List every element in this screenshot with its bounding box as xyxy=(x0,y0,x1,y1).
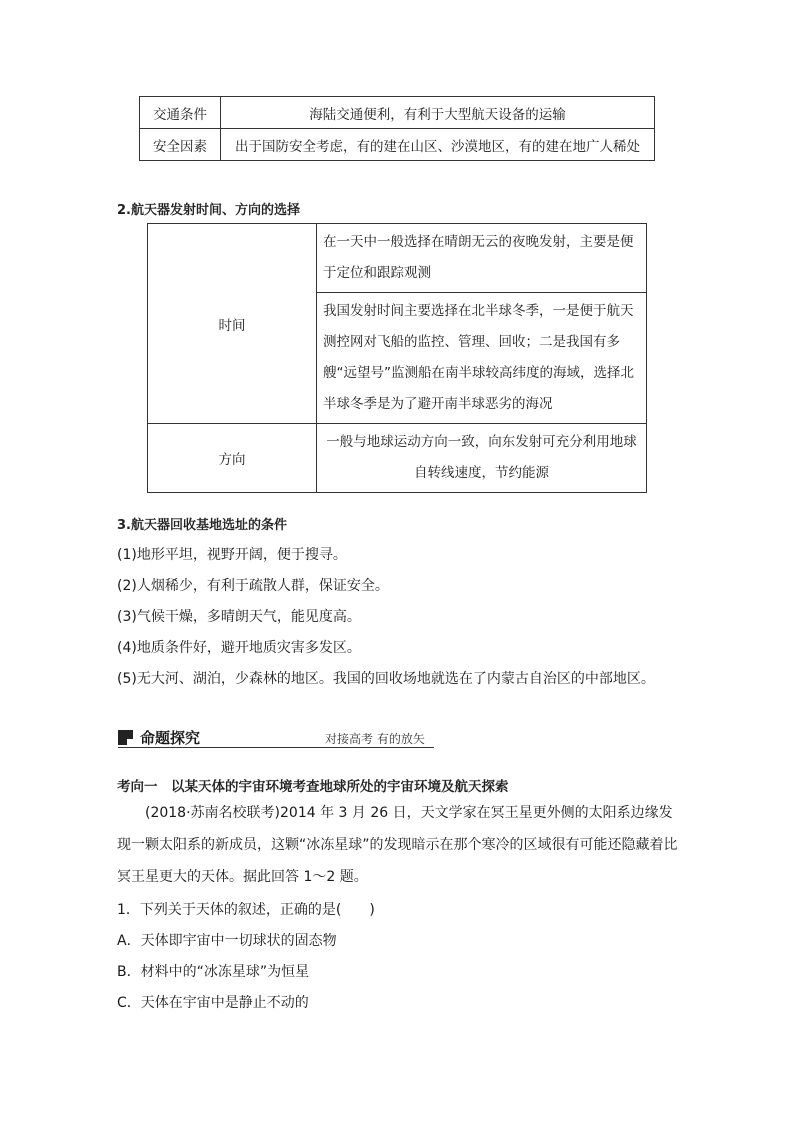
section-subtitle: 对接高考 有的放矢 xyxy=(325,732,425,746)
list-item: (4)地质条件好，避开地质灾害多发区。 xyxy=(117,640,361,656)
paragraph: (2018·苏南名校联考)2014 年 3 月 26 日，天文学家在冥王星更外侧的太阳系边缘发现一颗太阳系的新成员，这颗“冰冻星球”的发现暗示在那个寒冷的区域很有可能还隐藏着比冥王星更大的天体。据此回答 1～2 题。 xyxy=(117,805,678,885)
kaoxiang-heading: 考向一 以某天体的宇宙环境考查地球所处的宇宙环境及航天探索 xyxy=(117,779,509,795)
list-item: (5)无大河、湖泊，少森林的地区。我国的回收场地就选在了内蒙古自治区的中部地区。 xyxy=(117,671,655,687)
section-title: 命题探究 xyxy=(140,729,201,747)
time-text-1: 在一天中一般选择在晴朗无云的夜晚发射，主要是便于定位和跟踪观测 xyxy=(317,224,647,293)
question: 1．下列关于天体的叙述，正确的是( ) xyxy=(117,902,375,918)
row-text: 海陆交通便利，有利于大型航天设备的运输 xyxy=(221,97,655,129)
list-item: (1)地形平坦，视野开阔，便于搜寻。 xyxy=(117,547,347,563)
option-a: A．天体即宇宙中一切球状的固态物 xyxy=(117,933,337,949)
option-b: B．材料中的“冰冻星球”为恒星 xyxy=(117,964,310,980)
section-title-bar xyxy=(118,727,434,751)
row-label: 交通条件 xyxy=(140,97,221,129)
divider xyxy=(118,747,434,748)
list-item: (2)人烟稀少，有利于疏散人群，保证安全。 xyxy=(117,578,389,594)
list-item: (3)气候干燥，多晴朗天气，能见度高。 xyxy=(117,609,361,625)
section-square-icon xyxy=(118,730,133,745)
time-text-2: 我国发射时间主要选择在北半球冬季，一是便于航天测控网对飞船的监控、管理、回收；二是我国有多艘“远望号”监测船在南半球较高纬度的海域，选择北半球冬季是为了避开南半球恶劣的海况 xyxy=(317,293,647,424)
row-text: 出于国防安全考虑，有的建在山区、沙漠地区，有的建在地广人稀处 xyxy=(221,129,655,161)
direction-text: 一般与地球运动方向一致，向东发射可充分利用地球自转线速度，节约能源 xyxy=(317,424,647,493)
launch-time-direction-table xyxy=(147,223,647,493)
transport-safety-table xyxy=(139,96,655,161)
table-row xyxy=(148,224,647,293)
table-row xyxy=(148,424,647,493)
row-label: 安全因素 xyxy=(140,129,221,161)
direction-label: 方向 xyxy=(148,424,317,493)
time-label: 时间 xyxy=(148,224,317,424)
table-row xyxy=(140,97,655,129)
section3-heading: 3.航天器回收基地选址的条件 xyxy=(117,518,287,533)
table-row xyxy=(140,129,655,161)
option-c: C．天体在宇宙中是静止不动的 xyxy=(117,995,309,1011)
section2-heading: 2.航天器发射时间、方向的选择 xyxy=(117,203,300,218)
